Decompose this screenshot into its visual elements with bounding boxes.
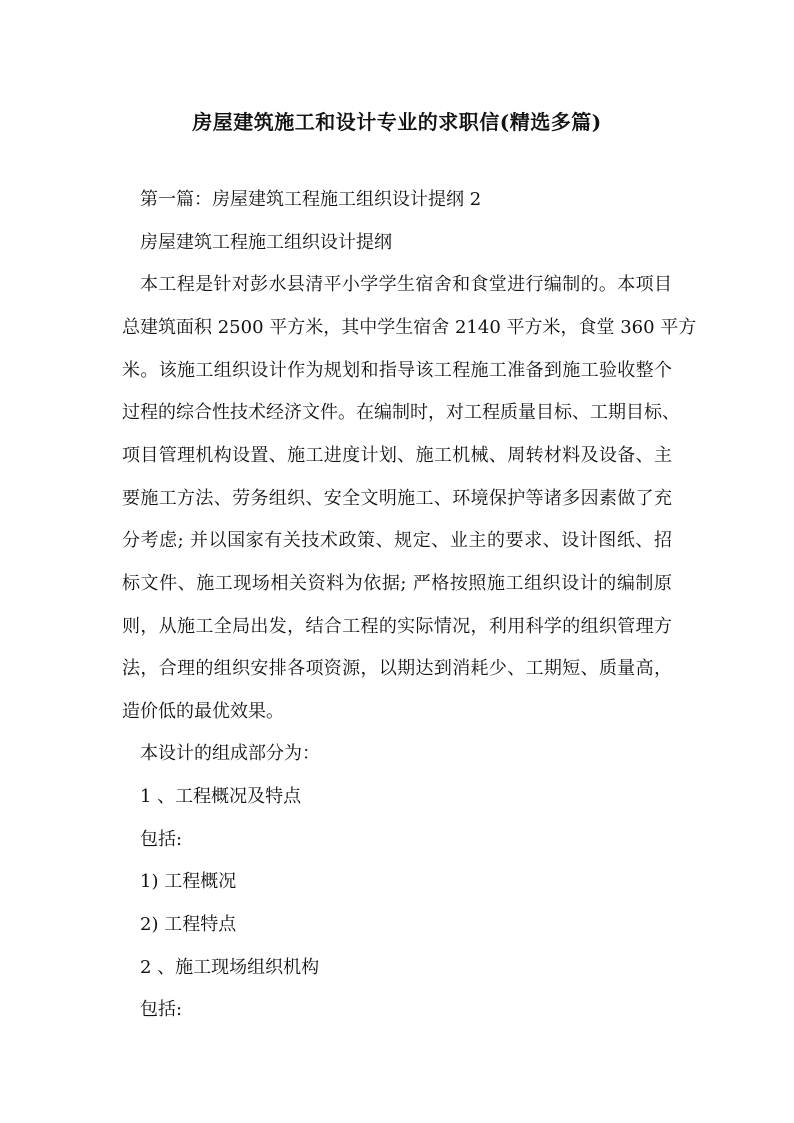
paragraph-line: 总建筑面积 2500 平方米，其中学生宿舍 2140 平方米，食堂 360 平方: [122, 317, 697, 338]
paragraph-line: 项目管理机构设置、施工进度计划、施工机械、周转材料及设备、主: [122, 445, 672, 466]
paragraph-line: 法，合理的组织安排各项资源，以期达到消耗少、工期短、质量高，: [122, 658, 672, 679]
includes-label-2: 包括:: [140, 999, 183, 1020]
paragraph-line: 分考虑; 并以国家有关技术政策、规定、业主的要求、设计图纸、招: [122, 530, 672, 551]
includes-label-1: 包括:: [140, 829, 183, 850]
paragraph-line: 标文件、施工现场相关资料为依据; 严格按照施工组织设计的编制原: [122, 573, 672, 594]
paragraph-line: 要施工方法、劳务组织、安全文明施工、环境保护等诸多因素做了充: [122, 488, 672, 509]
section-heading-1: 1 、工程概况及特点: [140, 786, 302, 807]
chapter-heading: 第一篇：房屋建筑工程施工组织设计提纲 2: [140, 189, 482, 210]
paragraph-line: 则，从施工全局出发，结合工程的实际情况，利用科学的组织管理方: [122, 616, 672, 637]
document-title: 房屋建筑施工和设计专业的求职信(精选多篇): [192, 110, 602, 134]
list-item-1: 1) 工程概况: [140, 871, 237, 892]
composition-intro: 本设计的组成部分为：: [140, 743, 320, 764]
paragraph-line: 米。该施工组织设计作为规划和指导该工程施工准备到施工验收整个: [122, 360, 672, 381]
paragraph-line: 过程的综合性技术经济文件。在编制时，对工程质量目标、工期目标、: [122, 402, 680, 423]
paragraph-line: 造价低的最优效果。: [122, 701, 284, 722]
list-item-2: 2) 工程特点: [140, 914, 237, 935]
section-heading-2: 2 、施工现场组织机构: [140, 957, 320, 978]
paragraph-line: 本工程是针对彭水县清平小学学生宿舍和食堂进行编制的。本项目: [140, 274, 672, 295]
sub-heading: 房屋建筑工程施工组织设计提纲: [140, 232, 392, 253]
